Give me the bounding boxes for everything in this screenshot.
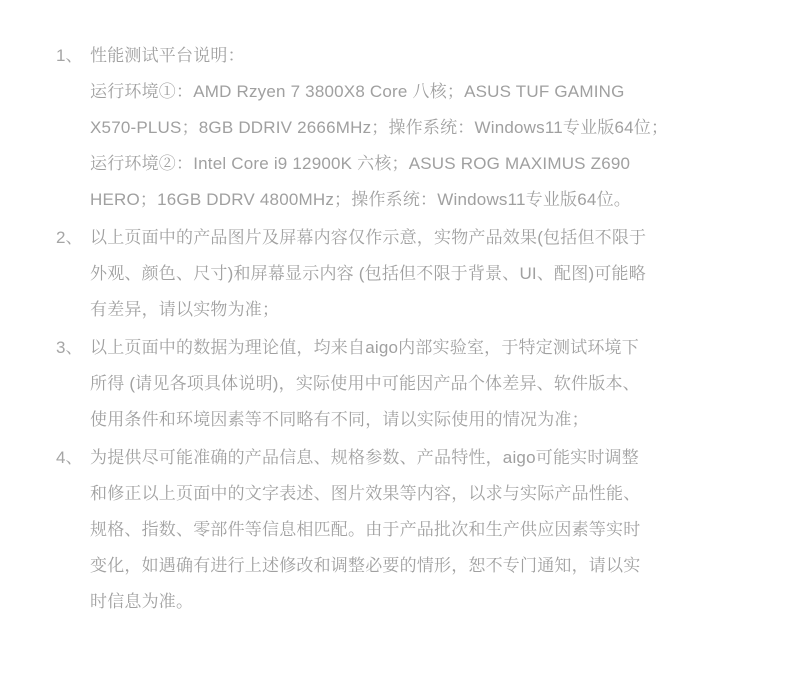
text-line: 变化，如遇确有进行上述修改和调整必要的情形，恕不专门通知，请以实 — [90, 556, 641, 575]
list-item-marker: 4、 — [56, 448, 83, 467]
list-item-body — [90, 38, 734, 218]
text-line: 有差异，请以实物为准； — [90, 300, 280, 319]
text-line: 使用条件和环境因素等不同略有不同，请以实际使用的情况为准； — [90, 410, 589, 429]
list-item-body — [90, 330, 734, 438]
text-line: 所得 (请见各项具体说明)，实际使用中可能因产品个体差异、软件版本、 — [90, 374, 640, 393]
list-item — [56, 330, 734, 438]
list-item — [56, 440, 734, 620]
list-item — [56, 38, 734, 218]
text-line: 外观、颜色、尺寸)和屏幕显示内容 (包括但不限于背景、UI、配图)可能略 — [90, 264, 646, 283]
text-line: 以上页面中的产品图片及屏幕内容仅作示意，实物产品效果(包括但不限于 — [90, 228, 647, 247]
disclaimer-note-list — [56, 38, 734, 620]
text-line: HERO；16GB DDRV 4800MHz；操作系统：Windows11专业版64位。 — [90, 190, 631, 209]
text-line: X570-PLUS；8GB DDRIV 2666MHz；操作系统：Windows11专业版64位； — [90, 118, 669, 137]
text-line: 规格、指数、零部件等信息相匹配。由于产品批次和生产供应因素等实时 — [90, 520, 641, 539]
list-item-body — [90, 220, 734, 328]
list-item — [56, 220, 734, 328]
text-line: 以上页面中的数据为理论值，均来自aigo内部实验室，于特定测试环境下 — [90, 338, 639, 357]
text-line: 为提供尽可能准确的产品信息、规格参数、产品特性，aigo可能实时调整 — [90, 448, 639, 467]
text-line: 时信息为准。 — [90, 592, 194, 611]
text-line: 和修正以上页面中的文字表述、图片效果等内容，以求与实际产品性能、 — [90, 484, 641, 503]
list-item-marker: 3、 — [56, 338, 83, 357]
list-item-marker: 2、 — [56, 228, 83, 247]
list-item-marker: 1、 — [56, 46, 83, 65]
text-line: 性能测试平台说明： — [90, 46, 245, 65]
text-line: 运行环境①：AMD Rzyen 7 3800X8 Core 八核；ASUS TUF GAMING — [90, 82, 625, 101]
list-item-body — [90, 440, 734, 620]
text-line: 运行环境②：Intel Core i9 12900K 六核；ASUS ROG MAXIMUS Z690 — [90, 154, 631, 173]
